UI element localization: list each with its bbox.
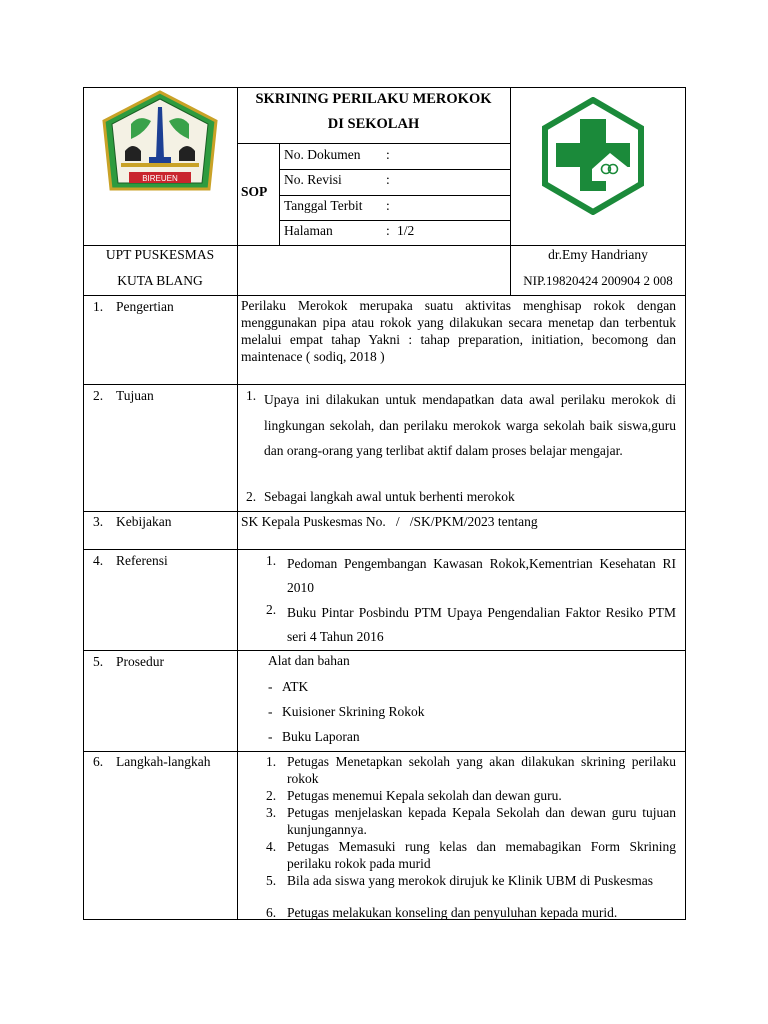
divider — [237, 295, 238, 920]
bullet-dash: - — [268, 704, 273, 719]
section-number: 6. — [93, 754, 104, 769]
langkah-item: Petugas menjelaskan kepada Kepala Sekolah dan dewan guru tujuan kunjungannya. — [287, 805, 676, 837]
field-label-halaman: Halaman — [284, 223, 333, 238]
tujuan-item: Upaya ini dilakukan untuk mendapatkan data awal perilaku merokok di lingkungan sekolah, dan perilaku merokok warga sekolah baik siswa,guru dan orang-orang yang terlibat aktif dalam proses belajar mengajar. — [264, 392, 676, 458]
divider — [83, 295, 686, 296]
section-number: 1. — [93, 299, 104, 314]
divider — [83, 751, 686, 752]
sop-title-line2: DI SEKOLAH — [327, 116, 420, 132]
list-number: 6. — [266, 905, 277, 920]
field-label-no-dokumen: No. Dokumen — [284, 147, 361, 162]
divider — [279, 169, 510, 170]
field-sep: : — [386, 147, 390, 162]
section-label-langkah: Langkah-langkah — [116, 754, 211, 769]
signer-name: dr.Emy Handriany — [548, 247, 648, 262]
border-top — [83, 87, 686, 88]
sop-label: SOP — [241, 184, 268, 199]
list-number: 4. — [266, 839, 277, 854]
section-number: 4. — [93, 553, 104, 568]
signer-nip: NIP.19820424 200904 2 008 — [523, 273, 673, 288]
border-right — [685, 87, 686, 920]
list-number: 3. — [266, 805, 277, 820]
list-number: 2. — [266, 788, 277, 803]
prosedur-heading: Alat dan bahan — [268, 653, 350, 668]
divider — [83, 511, 686, 512]
prosedur-item: Kuisioner Skrining Rokok — [282, 704, 425, 719]
divider — [83, 650, 686, 651]
list-number: 2. — [266, 602, 277, 617]
divider — [237, 143, 510, 144]
prosedur-item: ATK — [282, 679, 309, 694]
section-label-kebijakan: Kebijakan — [116, 514, 172, 529]
section-number: 2. — [93, 388, 104, 403]
langkah-item: Petugas melakukan konseling dan penyuluhan kepada murid. — [287, 905, 618, 920]
sop-title-line1: SKRINING PERILAKU MEROKOK — [255, 91, 492, 107]
langkah-item: Petugas menemui Kepala sekolah dan dewan guru. — [287, 788, 562, 803]
tujuan-item: Sebagai langkah awal untuk berhenti merokok — [264, 489, 515, 504]
langkah-item: Bila ada siswa yang merokok dirujuk ke Klinik UBM di Puskesmas — [287, 873, 653, 888]
field-label-no-revisi: No. Revisi — [284, 172, 342, 187]
list-number: 1. — [246, 388, 257, 403]
pengertian-text: Perilaku Merokok merupaka suatu aktivitas menghisap rokok dengan menggunakan pipa atau rokok yang dilakukan secara menetap dan terbentuk melalui empat tahap Yakni : tahap preparation, initiation, becomong dan maintenace ( sodiq, 2018 ) — [241, 298, 676, 364]
field-sep: : — [386, 223, 390, 238]
bireuen-logo — [101, 89, 219, 201]
org-line1: UPT PUSKESMAS — [105, 247, 215, 262]
referensi-item: Buku Pintar Posbindu PTM Upaya Pengendalian Faktor Resiko PTM seri 4 Tahun 2016 — [287, 605, 676, 644]
divider — [83, 384, 686, 385]
section-number: 5. — [93, 654, 104, 669]
puskesmas-logo — [540, 97, 646, 215]
field-label-tanggal-terbit: Tanggal Terbit — [284, 198, 363, 213]
field-value-halaman: 1/2 — [397, 223, 415, 238]
divider — [279, 220, 510, 221]
field-sep: : — [386, 172, 390, 187]
section-label-prosedur: Prosedur — [116, 654, 164, 669]
section-number: 3. — [93, 514, 104, 529]
referensi-item: Pedoman Pengembangan Kawasan Rokok,Kementrian Kesehatan RI 2010 — [287, 556, 676, 595]
border-left — [83, 87, 84, 920]
section-label-referensi: Referensi — [116, 553, 168, 568]
list-number: 2. — [246, 489, 257, 504]
langkah-item: Petugas Menetapkan sekolah yang akan dilakukan skrining perilaku rokok — [287, 754, 676, 786]
langkah-item: Petugas Memasuki rung kelas dan memabagikan Form Skrining perilaku rokok pada murid — [287, 839, 676, 871]
field-sep: : — [386, 198, 390, 213]
divider — [83, 549, 686, 550]
bullet-dash: - — [268, 729, 273, 744]
list-number: 5. — [266, 873, 277, 888]
divider — [510, 87, 511, 295]
org-line2: KUTA BLANG — [117, 273, 203, 288]
list-number: 1. — [266, 754, 277, 769]
kebijakan-text: SK Kepala Puskesmas No. / /SK/PKM/2023 tentang — [241, 514, 538, 529]
bullet-dash: - — [268, 679, 273, 694]
section-label-tujuan: Tujuan — [116, 388, 154, 403]
logo-text: BIREUEN — [142, 174, 178, 183]
section-label-pengertian: Pengertian — [116, 299, 174, 314]
prosedur-item: Buku Laporan — [282, 729, 360, 744]
divider — [279, 143, 280, 245]
divider — [279, 195, 510, 196]
list-number: 1. — [266, 553, 277, 568]
